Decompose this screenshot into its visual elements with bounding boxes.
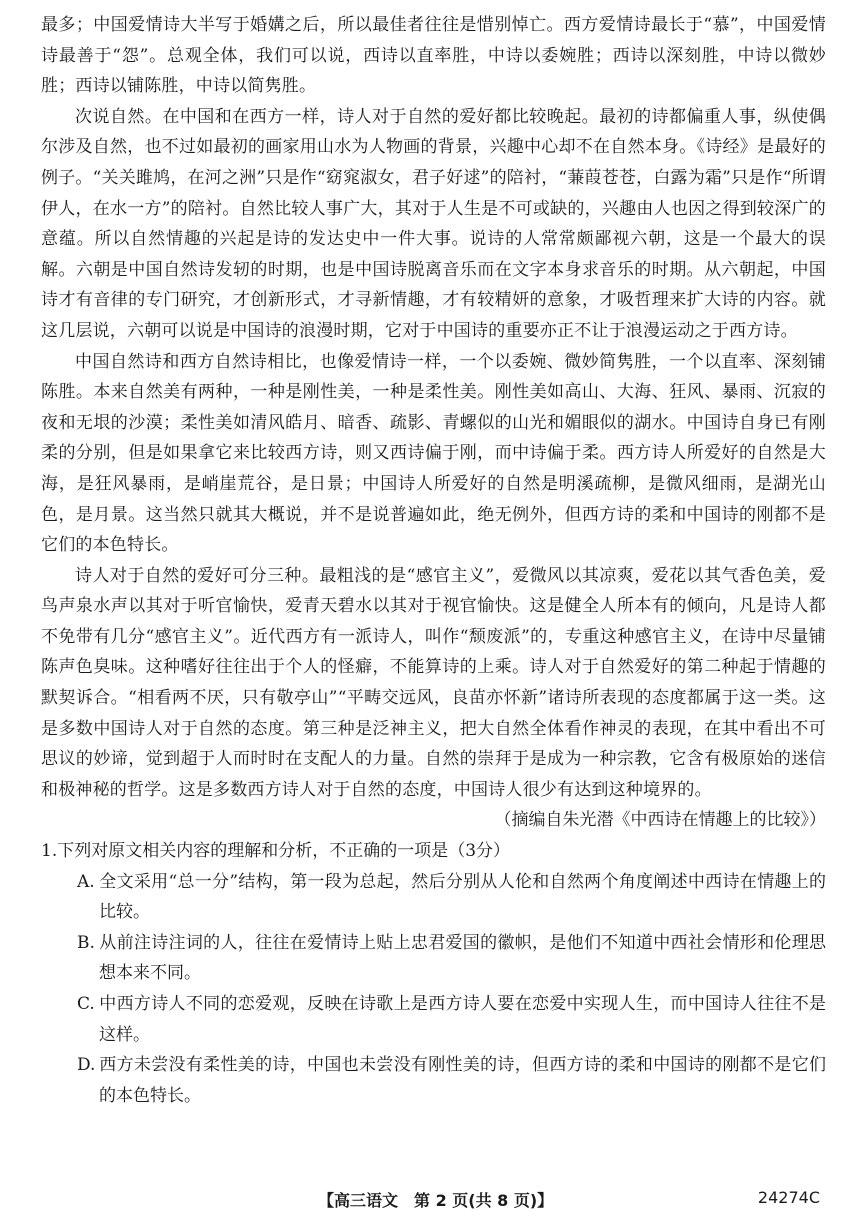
option-a-text: 全文采用“总一分”结构，第一段为总起，然后分别从人伦和自然两个角度阐述中西诗在情趣上的比较。 — [99, 871, 826, 923]
article-paragraph-2: 次说自然。在中国和在西方一样，诗人对于自然的爱好都比较晚起。最初的诗都偏重人事，纵使偶尔涉及自然，也不过如最初的画家用山水为人物画的背景，兴趣中心却不在自然本身。《诗经》是最好的例子。“关关雎鸠，在河之洲”只是作“窈窕淑女，君子好逑”的陪衬，“蒹葭苍苍，白露为霜”只是作“所谓伊人，在水一方”的陪衬。自然比较人事广大，其对于人生是不可或缺的，兴趣由人也因之得到较深广的意蕴。所以自然情趣的兴起是诗的发达史中一件大事。说诗的人常常颇鄙视六朝，这是一个最大的误解。六朝是中国自然诗发轫的时期，也是中国诗脱离音乐而在文字本身求音乐的时期。从六朝起，中国诗才有音律的专门研究，才创新形式，才寻新情趣，才有较精妍的意象，才吸哲理来扩大诗的内容。就这几层说，六朝可以说是中国诗的浪漫时期，它对于中国诗的重要亦正不让于浪漫运动之于西方诗。 — [41, 106, 826, 341]
article-paragraph-3: 中国自然诗和西方自然诗相比，也像爱情诗一样，一个以委婉、微妙简隽胜，一个以直率、深刻铺陈胜。本来自然美有两种，一种是刚性美，一种是柔性美。刚性美如高山、大海、狂风、暴雨、沉寂的夜和无垠的沙漠；柔性美如清风皓月、暗香、疏影、青螺似的山光和媚眼似的湖水。中国诗自身已有刚柔的分别，但是如果拿它来比较西方诗，则又西诗偏于刚，而中诗偏于柔。西方诗人所爱好的自然是大海，是狂风暴雨，是峭崖荒谷，是日景；中国诗人所爱好的自然是明溪疏柳，是微风细雨，是湖光山色，是月景。这当然只就其大概说，并不是说普遍如此，绝无例外，但西方诗的柔和中国诗的刚都不是它们的本色特长。 — [41, 351, 826, 556]
footer-page-label: 【高三语文 第 2 页(共 8 页)】 — [318, 1191, 554, 1210]
option-b-text: 从前注诗注词的人，往往在爱情诗上贴上忠君爱国的徽帜，是他们不知道中西社会情形和伦理思想本来不同。 — [99, 932, 826, 984]
article-source: （摘编自朱光潜《中西诗在情趣上的比较》） — [494, 810, 826, 831]
option-d[interactable] — [41, 1050, 826, 1111]
option-a-label: A. — [77, 871, 95, 892]
option-c-label: C. — [77, 994, 95, 1014]
question-1 — [41, 836, 826, 1111]
option-a[interactable] — [41, 867, 826, 928]
option-c-text: 中西方诗人不同的恋爱观，反映在诗歌上是西方诗人要在恋爱中实现人生，而中国诗人往往不是这样。 — [99, 994, 826, 1045]
footer-exam-code: 24274C — [757, 1188, 820, 1207]
article-paragraph-4: 诗人对于自然的爱好可分三种。最粗浅的是“感官主义”，爱微风以其凉爽，爱花以其气香色美，爱鸟声泉水声以其对于听官愉快，爱青天碧水以其对于视官愉快。这是健全人所本有的倾向，凡是诗人都不免带有几分“感官主义”。近代西方有一派诗人，叫作“颓废派”的，专重这种感官主义，在诗中尽量铺陈声色臭味。这种嗜好往往出于个人的怪癖，不能算诗的上乘。诗人对于自然爱好的第二种起于情趣的默契诉合。“相看两不厌，只有敬亭山”“平畴交远风，良苗亦怀新”诸诗所表现的态度都属于这一类。这是多数中国诗人对于自然的态度。第三种是泛神主义，把大自然全体看作神灵的表现，在其中看出不可思议的妙谛，觉到超于人而时时在支配人的力量。自然的崇拜于是成为一种宗教，它含有极原始的迷信和极神秘的哲学。这是多数西方诗人对于自然的态度，中国诗人很少有达到这种境界的。 — [41, 565, 826, 800]
page-footer — [0, 1188, 860, 1214]
page-content — [41, 10, 826, 1111]
option-d-text: 西方未尝没有柔性美的诗，中国也未尝没有刚性美的诗，但西方诗的柔和中国诗的刚都不是它们的本色特长。 — [99, 1055, 826, 1106]
option-d-label: D. — [77, 1055, 96, 1076]
option-b-label: B. — [77, 932, 95, 953]
option-b[interactable] — [41, 928, 826, 989]
article — [41, 10, 826, 836]
article-paragraph-1: 最多；中国爱情诗大半写于婚媾之后，所以最佳者往往是惜别悼亡。西方爱情诗最长于“慕”，中国爱情诗最善于“怨”。总观全体，我们可以说，西诗以直率胜，中诗以委婉胜；西诗以深刻胜，中诗以微妙胜；西诗以铺陈胜，中诗以简隽胜。 — [41, 15, 826, 97]
option-c[interactable] — [41, 989, 826, 1050]
question-stem: 1.下列对原文相关内容的理解和分析，不正确的一项是（3分） — [41, 841, 511, 862]
